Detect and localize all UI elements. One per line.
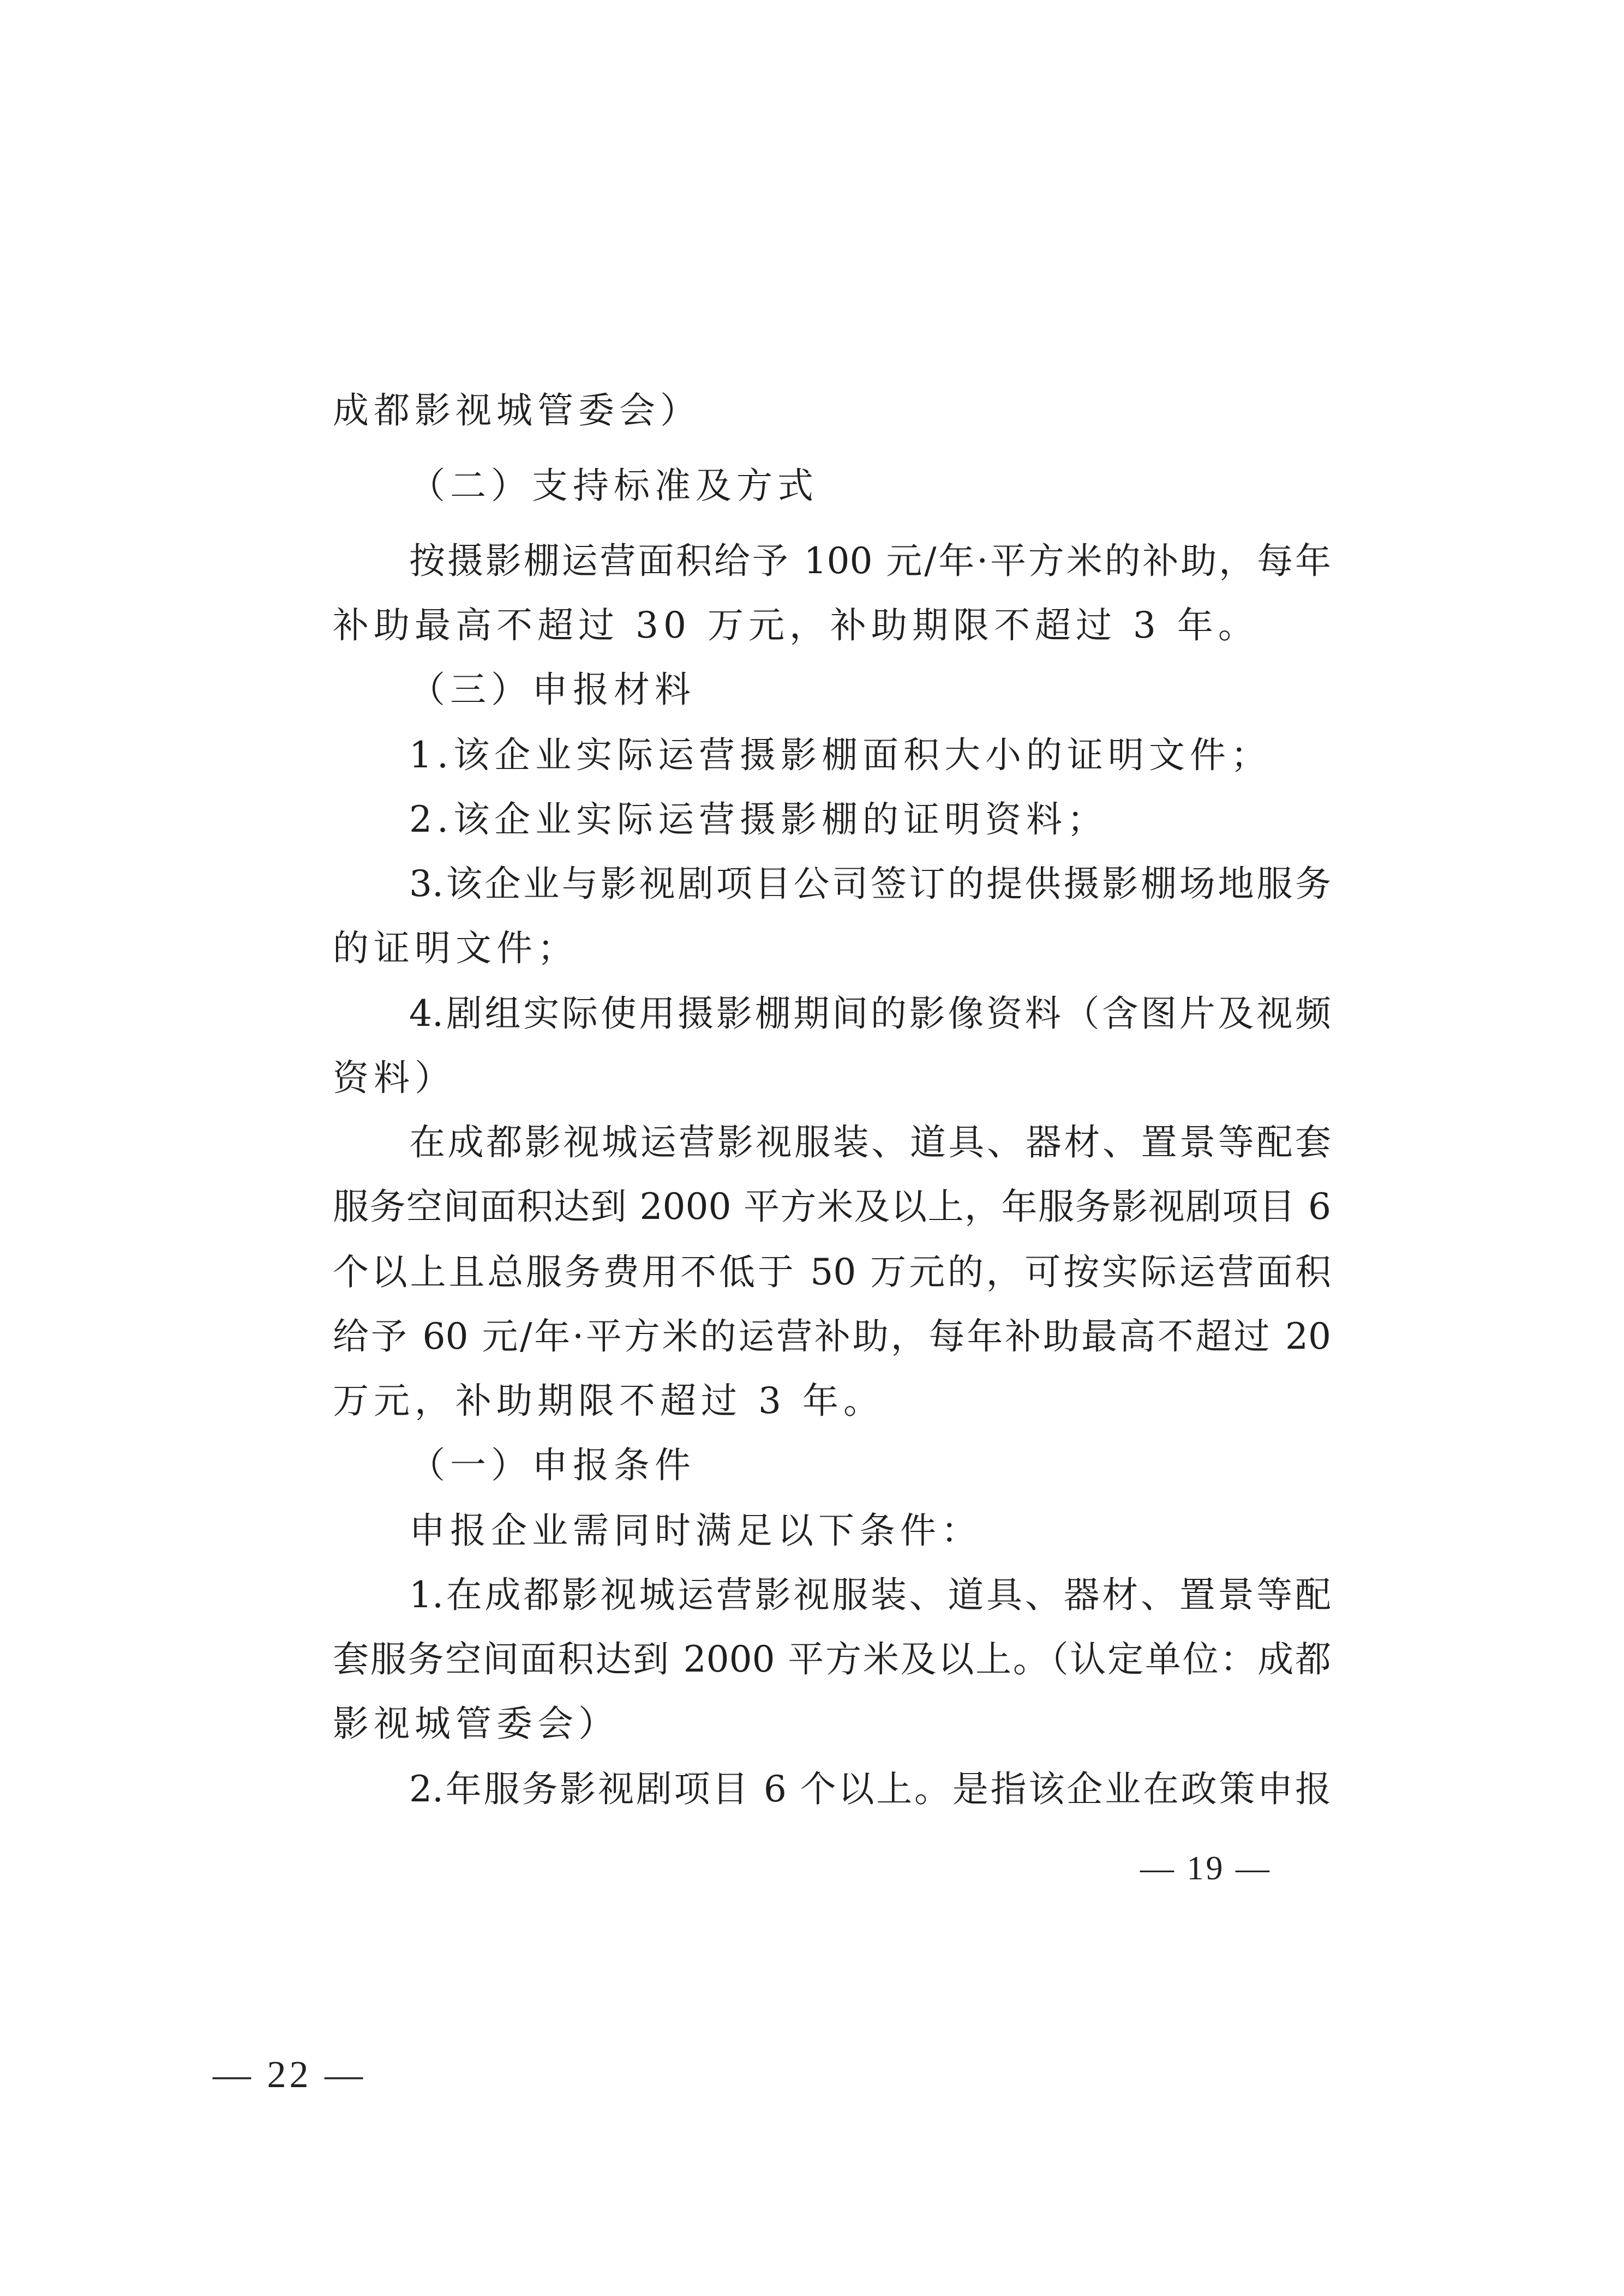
section-heading: （三）申报材料 (409, 669, 696, 711)
list-item: 2.该企业实际运营摄影棚的证明资料； (409, 798, 1108, 840)
inner-page-number: — 19 — (1140, 1850, 1272, 1887)
text-line: 申报企业需同时满足以下条件： (409, 1510, 982, 1552)
list-item: 2.年服务影视剧项目 6 个以上。是指该企业在政策申报 (409, 1768, 1331, 1810)
list-item: 3.该企业与影视剧项目公司签订的提供摄影棚场地服务 (409, 863, 1331, 905)
text-line: 资料） (333, 1057, 456, 1099)
outer-page-number: — 22 — (213, 2054, 366, 2096)
text-line: 个以上且总服务费用不低于 50 万元的，可按实际运营面积 (333, 1251, 1331, 1293)
text-line: 服务空间面积达到 2000 平方米及以上，年服务影视剧项目 6 (333, 1186, 1331, 1228)
text-line: 成都影视城管委会） (333, 389, 701, 431)
text-line: 补助最高不超过 30 万元，补助期限不超过 3 年。 (333, 604, 1259, 646)
text-line: 的证明文件； (333, 927, 578, 969)
section-heading: （二）支持标准及方式 (409, 465, 818, 507)
list-item: 4.剧组实际使用摄影棚期间的影像资料（含图片及视频 (409, 993, 1331, 1035)
text-line: 影视城管委会） (333, 1703, 619, 1745)
list-item: 1.该企业实际运营摄影棚面积大小的证明文件； (409, 734, 1272, 776)
text-line: 给予 60 元/年·平方米的运营补助，每年补助最高不超过 20 (333, 1315, 1331, 1357)
text-line: 按摄影棚运营面积给予 100 元/年·平方米的补助，每年 (409, 540, 1331, 582)
section-heading: （一）申报条件 (409, 1444, 696, 1486)
text-line: 套服务空间面积达到 2000 平方米及以上。（认定单位：成都 (333, 1638, 1331, 1680)
text-line: 万元，补助期限不超过 3 年。 (333, 1380, 884, 1422)
list-item: 1.在成都影视城运营影视服装、道具、器材、置景等配 (409, 1574, 1331, 1616)
text-line: 在成都影视城运营影视服装、道具、器材、置景等配套 (409, 1121, 1331, 1163)
